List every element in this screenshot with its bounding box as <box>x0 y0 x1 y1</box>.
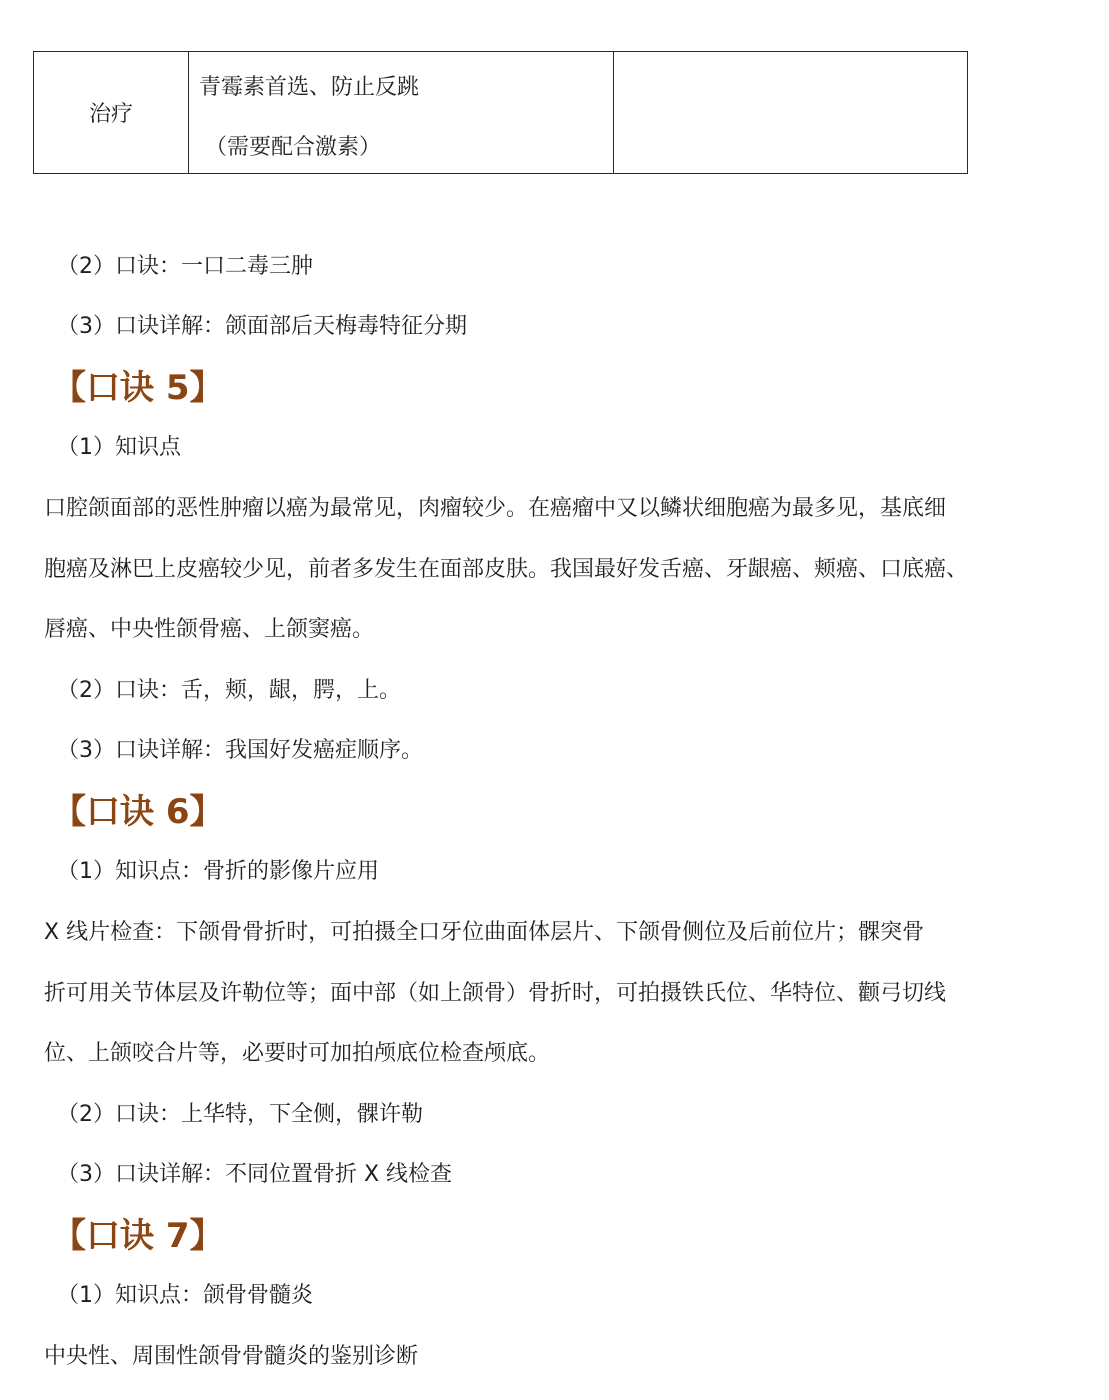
section5-mnemonic: （2）口诀：舌，颊，龈，腭，上。 <box>57 678 401 703</box>
section5-explanation: （3）口诀详解：我国好发癌症顺序。 <box>57 738 423 763</box>
section5-paragraph-line2: 胞癌及淋巴上皮癌较少见，前者多发生在面部皮肤。我国最好发舌癌、牙龈癌、颊癌、口底癌、 <box>44 557 969 582</box>
section4-mnemonic: （2）口诀：一口二毒三肿 <box>57 254 313 279</box>
section6-mnemonic: （2）口诀：上华特，下全侧，髁许勒 <box>57 1102 423 1127</box>
table-content-line1: 青霉素首选、防止反跳 <box>199 75 420 100</box>
section6-paragraph-line3: 位、上颌咬合片等，必要时可加拍颅底位检查颅底。 <box>44 1041 551 1066</box>
table-row <box>34 52 968 174</box>
section6-knowledge: （1）知识点：骨折的影像片应用 <box>57 859 379 884</box>
section5-heading: 【口诀 5】 <box>52 368 224 408</box>
section6-explanation: （3）口诀详解：不同位置骨折 X 线检查 <box>57 1162 453 1187</box>
treatment-table <box>33 51 968 174</box>
table-content-line2: （需要配合激素） <box>205 135 382 160</box>
section6-heading: 【口诀 6】 <box>52 792 224 832</box>
table-cell-label: 治疗 <box>34 52 189 174</box>
section6-paragraph-line1: X 线片检查：下颌骨骨折时，可拍摄全口牙位曲面体层片、下颌骨侧位及后前位片；髁突骨 <box>44 920 925 945</box>
section5-paragraph-line1: 口腔颌面部的恶性肿瘤以癌为最常见，肉瘤较少。在癌瘤中又以鳞状细胞癌为最多见，基底细 <box>44 496 947 521</box>
section6-paragraph-line2: 折可用关节体层及许勒位等；面中部（如上颌骨）骨折时，可拍摄铁氏位、华特位、颧弓切线 <box>44 981 947 1006</box>
section4-explanation: （3）口诀详解：颌面部后天梅毒特征分期 <box>57 314 467 339</box>
section7-knowledge: （1）知识点：颌骨骨髓炎 <box>57 1283 313 1308</box>
section7-heading: 【口诀 7】 <box>52 1216 224 1256</box>
section5-paragraph-line3: 唇癌、中央性颌骨癌、上颌窦癌。 <box>44 617 375 642</box>
section5-knowledge: （1）知识点 <box>57 435 181 460</box>
table-cell-content <box>189 52 614 174</box>
section7-paragraph-line1: 中央性、周围性颌骨骨髓炎的鉴别诊断 <box>44 1344 419 1369</box>
table-cell-empty <box>614 52 968 174</box>
